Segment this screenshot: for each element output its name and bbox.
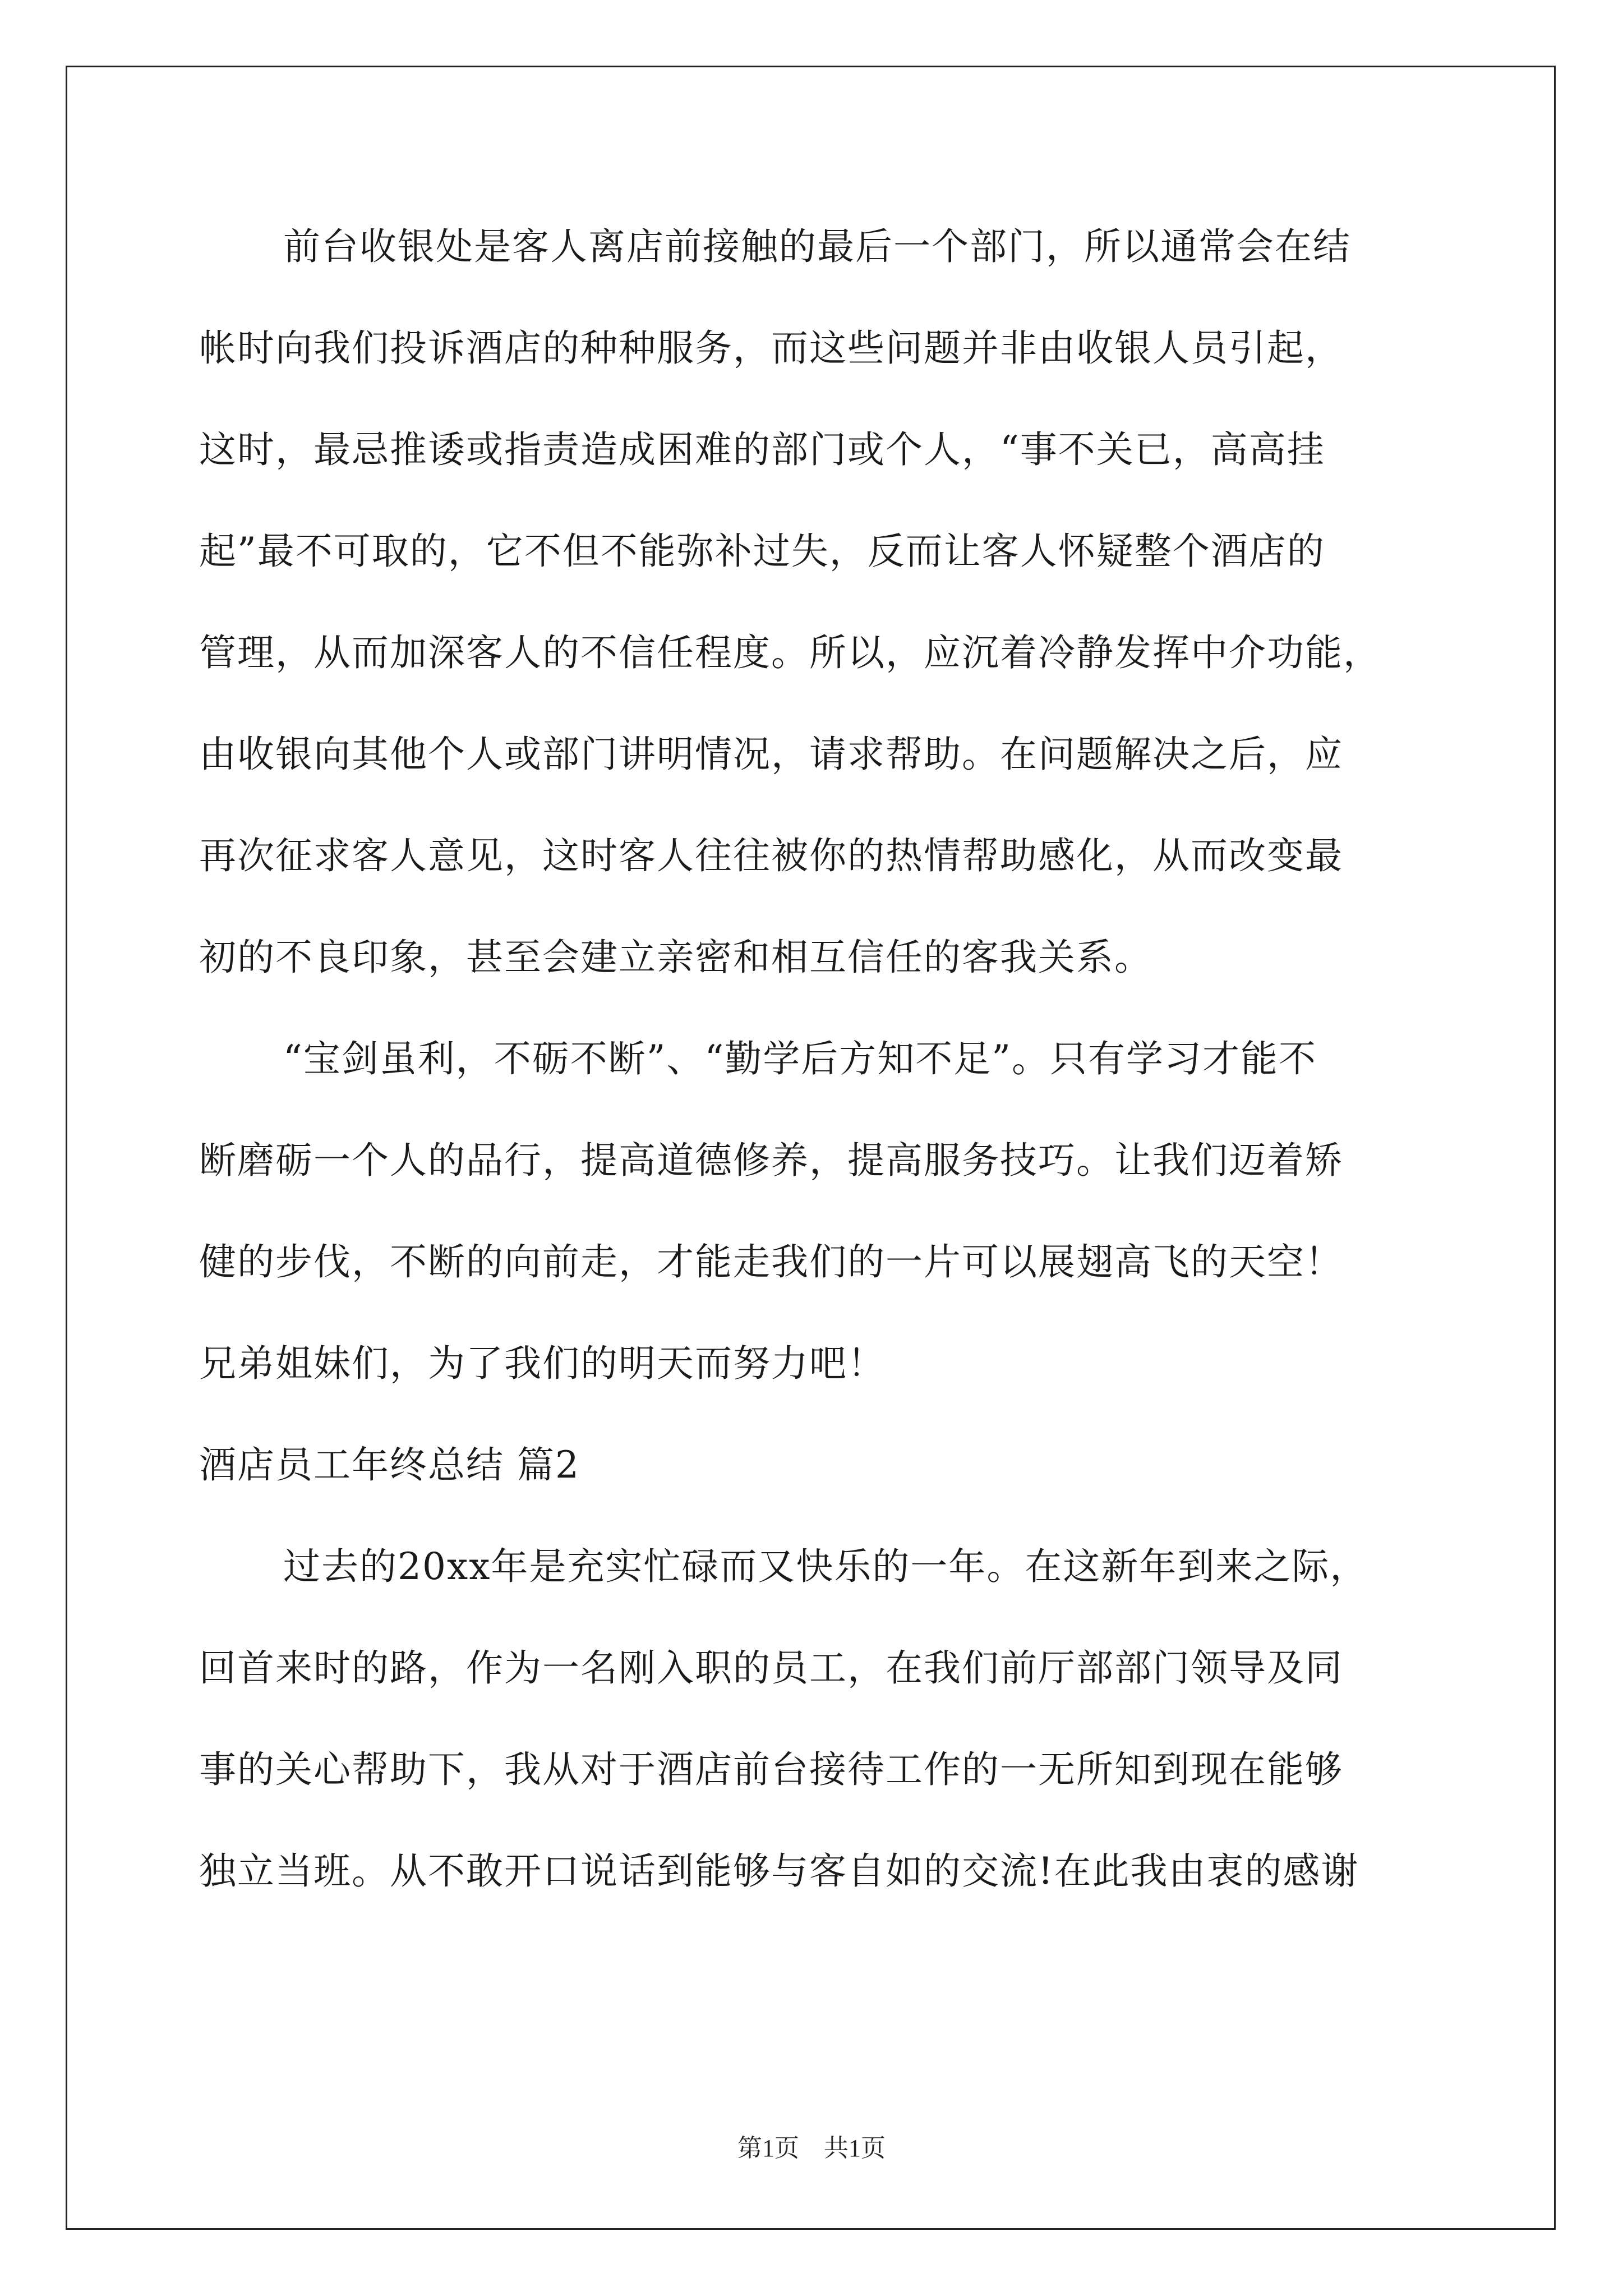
page-footer: 第1页 共1页	[737, 2134, 886, 2162]
paragraph-line: 兄弟姐妹们，为了我们的明天而努力吧！	[199, 1342, 886, 1385]
paragraph-line: 前台收银处是客人离店前接触的最后一个部门，所以通常会在结	[283, 225, 1351, 268]
paragraph-line: 回首来时的路，作为一名刚入职的员工，在我们前厅部部门领导及同	[199, 1646, 1343, 1690]
section-heading: 酒店员工年终总结 篇2	[199, 1443, 580, 1487]
paragraph-line: 健的步伐，不断的向前走，才能走我们的一片可以展翅高飞的天空！	[199, 1240, 1343, 1283]
paragraph-line: 断磨砺一个人的品行，提高道德修养，提高服务技巧。让我们迈着矫	[199, 1139, 1343, 1182]
paragraph-line: “宝剑虽利，不砺不断”、“勤学后方知不足”。只有学习才能不	[283, 1037, 1317, 1080]
paragraph-line: 管理，从而加深客人的不信任程度。所以，应沉着冷静发挥中介功能，	[199, 631, 1381, 674]
paragraph-line: 起”最不可取的，它不但不能弥补过失，反而让客人怀疑整个酒店的	[199, 530, 1325, 573]
paragraph-line: 再次征求客人意见，这时客人往往被你的热情帮助感化，从而改变最	[199, 834, 1343, 877]
paragraph-line: 独立当班。从不敢开口说话到能够与客自如的交流!在此我由衷的感谢	[199, 1849, 1359, 1893]
paragraph-line: 事的关心帮助下，我从对于酒店前台接待工作的一无所知到现在能够	[199, 1748, 1343, 1791]
document-body	[199, 219, 1450, 1945]
paragraph-line: 由收银向其他个人或部门讲明情况，请求帮助。在问题解决之后，应	[199, 733, 1343, 776]
paragraph-line: 过去的20xx年是充实忙碌而又快乐的一年。在这新年到来之际，	[283, 1545, 1368, 1588]
paragraph-line: 这时，最忌推诿或指责造成困难的部门或个人，“事不关已，高高挂	[199, 428, 1325, 471]
paragraph-line: 初的不良印象，甚至会建立亲密和相互信任的客我关系。	[199, 936, 1152, 979]
paragraph-line: 帐时向我们投诉酒店的种种服务，而这些问题并非由收银人员引起，	[199, 326, 1343, 370]
